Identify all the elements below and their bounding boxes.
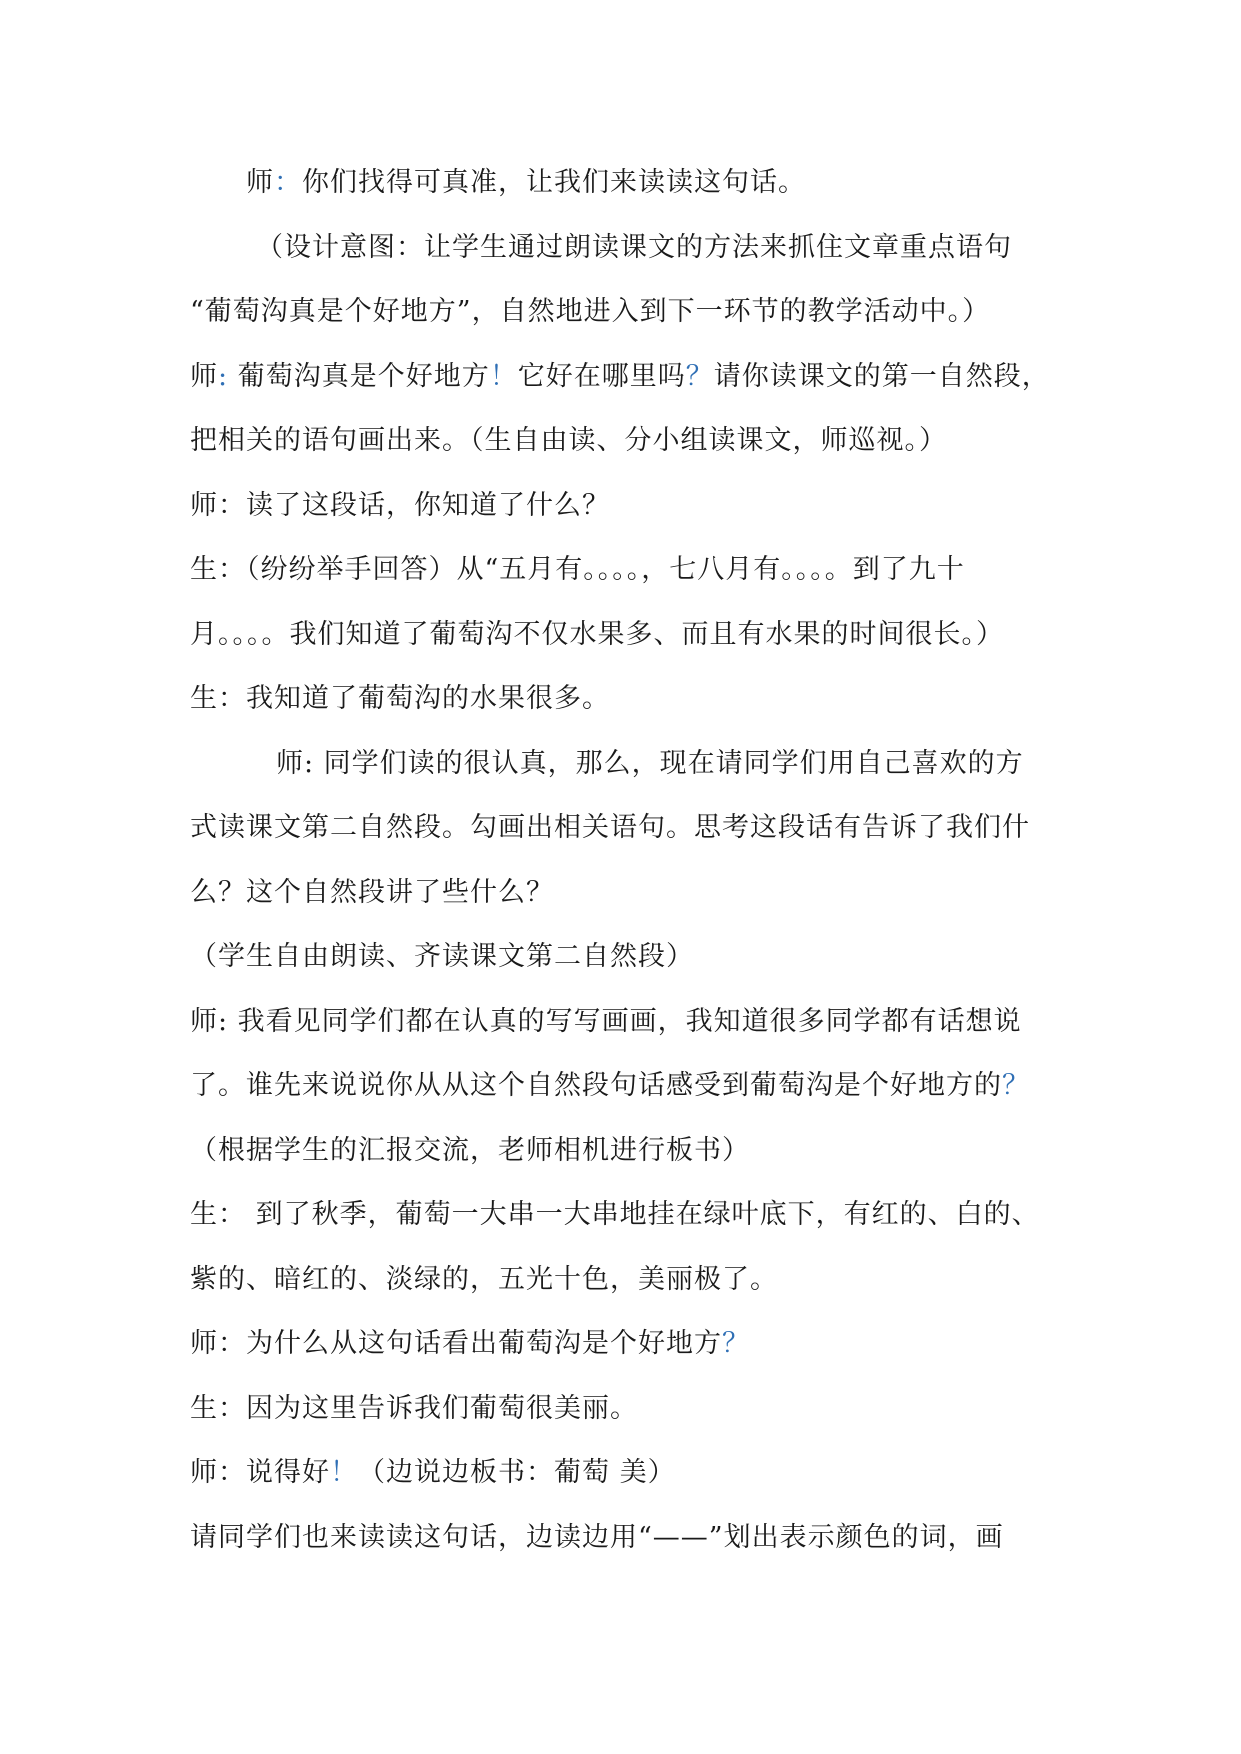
text-run: 生： 到了秋季，葡萄一大串一大串地挂在绿叶底下，有红的、白的、 — [190, 1199, 1040, 1230]
text-run: （设计意图：让学生通过朗读课文的方法来抓住文章重点语句 — [256, 232, 1012, 263]
paragraph-line — [190, 808, 1030, 848]
text-run: 请你读课文的第一自然段， — [713, 361, 1050, 392]
text-run: 师：为什么从这句话看出葡萄沟是个好地方 — [190, 1328, 722, 1359]
text-run: 它好在哪里吗 — [517, 361, 686, 392]
text-run: ？ — [1002, 1070, 1030, 1101]
text-run: 师：读了这段话，你知道了什么？ — [190, 490, 610, 521]
text-run: 师: 我看见同学们都在认真的写写画画，我知道很多同学都有话想说 — [190, 1006, 1022, 1037]
paragraph-line — [190, 1131, 750, 1171]
text-run: 师 — [190, 361, 218, 392]
text-run: 师: 同学们读的很认真，那么，现在请同学们用自己喜欢的方 — [276, 748, 1024, 779]
paragraph-line — [246, 163, 806, 203]
paragraph-line — [190, 615, 1004, 655]
paragraph-line — [190, 1518, 1004, 1558]
paragraph-line — [190, 1260, 778, 1300]
text-run: 师：说得好 — [190, 1457, 330, 1488]
paragraph-line — [190, 1195, 1040, 1235]
paragraph-line — [190, 421, 947, 461]
text-run: ？ — [685, 361, 714, 392]
text-run: ！ — [330, 1457, 358, 1488]
text-run: 师 — [246, 167, 274, 198]
text-run: 生：因为这里告诉我们葡萄很美丽。 — [190, 1393, 638, 1424]
text-run: 你们找得可真准，让我们来读读这句话。 — [302, 167, 806, 198]
text-run: （学生自由朗读、齐读课文第二自然段） — [190, 941, 694, 972]
paragraph-line — [190, 486, 610, 526]
text-run: ！ — [489, 361, 518, 392]
paragraph-line — [190, 873, 554, 913]
text-run: 生：（纷纷举手回答）从“五月有。。。。，七八月有。。。。到了九十 — [190, 554, 965, 585]
paragraph-line — [190, 1002, 1022, 1042]
text-run: ？ — [722, 1328, 750, 1359]
paragraph-line — [190, 1066, 1030, 1106]
paragraph-line — [190, 292, 990, 332]
paragraph-line — [190, 679, 610, 719]
text-run: （边说边板书：葡萄 美） — [358, 1457, 676, 1488]
paragraph-line — [276, 744, 1024, 784]
paragraph-line — [190, 550, 965, 590]
paragraph-line — [256, 228, 1012, 268]
paragraph-line — [190, 1453, 676, 1493]
paragraph-line — [190, 1389, 638, 1429]
text-run: 紫的、暗红的、淡绿的，五光十色，美丽极了。 — [190, 1264, 778, 1295]
text-run: 请同学们也来读读这句话，边读边用“——”划出表示颜色的词，画 — [190, 1522, 1004, 1553]
text-run: “葡萄沟真是个好地方”，自然地进入到下一环节的教学活动中。） — [190, 296, 991, 327]
paragraph-line — [190, 937, 694, 977]
text-run: 葡萄沟真是个好地方 — [228, 361, 490, 392]
paragraph-line — [190, 357, 1050, 397]
text-run: ： — [274, 167, 302, 198]
paragraph-line — [190, 1324, 750, 1364]
text-run: 月。。。。我们知道了葡萄沟不仅水果多、而且有水果的时间很长。） — [190, 619, 1004, 650]
text-run: 生：我知道了葡萄沟的水果很多。 — [190, 683, 610, 714]
text-run: 式读课文第二自然段。勾画出相关语句。思考这段话有告诉了我们什 — [190, 812, 1030, 843]
text-run: 么？这个自然段讲了些什么？ — [190, 877, 554, 908]
text-run: （根据学生的汇报交流，老师相机进行板书） — [190, 1135, 750, 1166]
text-run: : — [218, 361, 229, 392]
text-run: 把相关的语句画出来。（生自由读、分小组读课文，师巡视。） — [190, 425, 947, 456]
text-run: 了。谁先来说说你从从这个自然段句话感受到葡萄沟是个好地方的 — [190, 1070, 1002, 1101]
